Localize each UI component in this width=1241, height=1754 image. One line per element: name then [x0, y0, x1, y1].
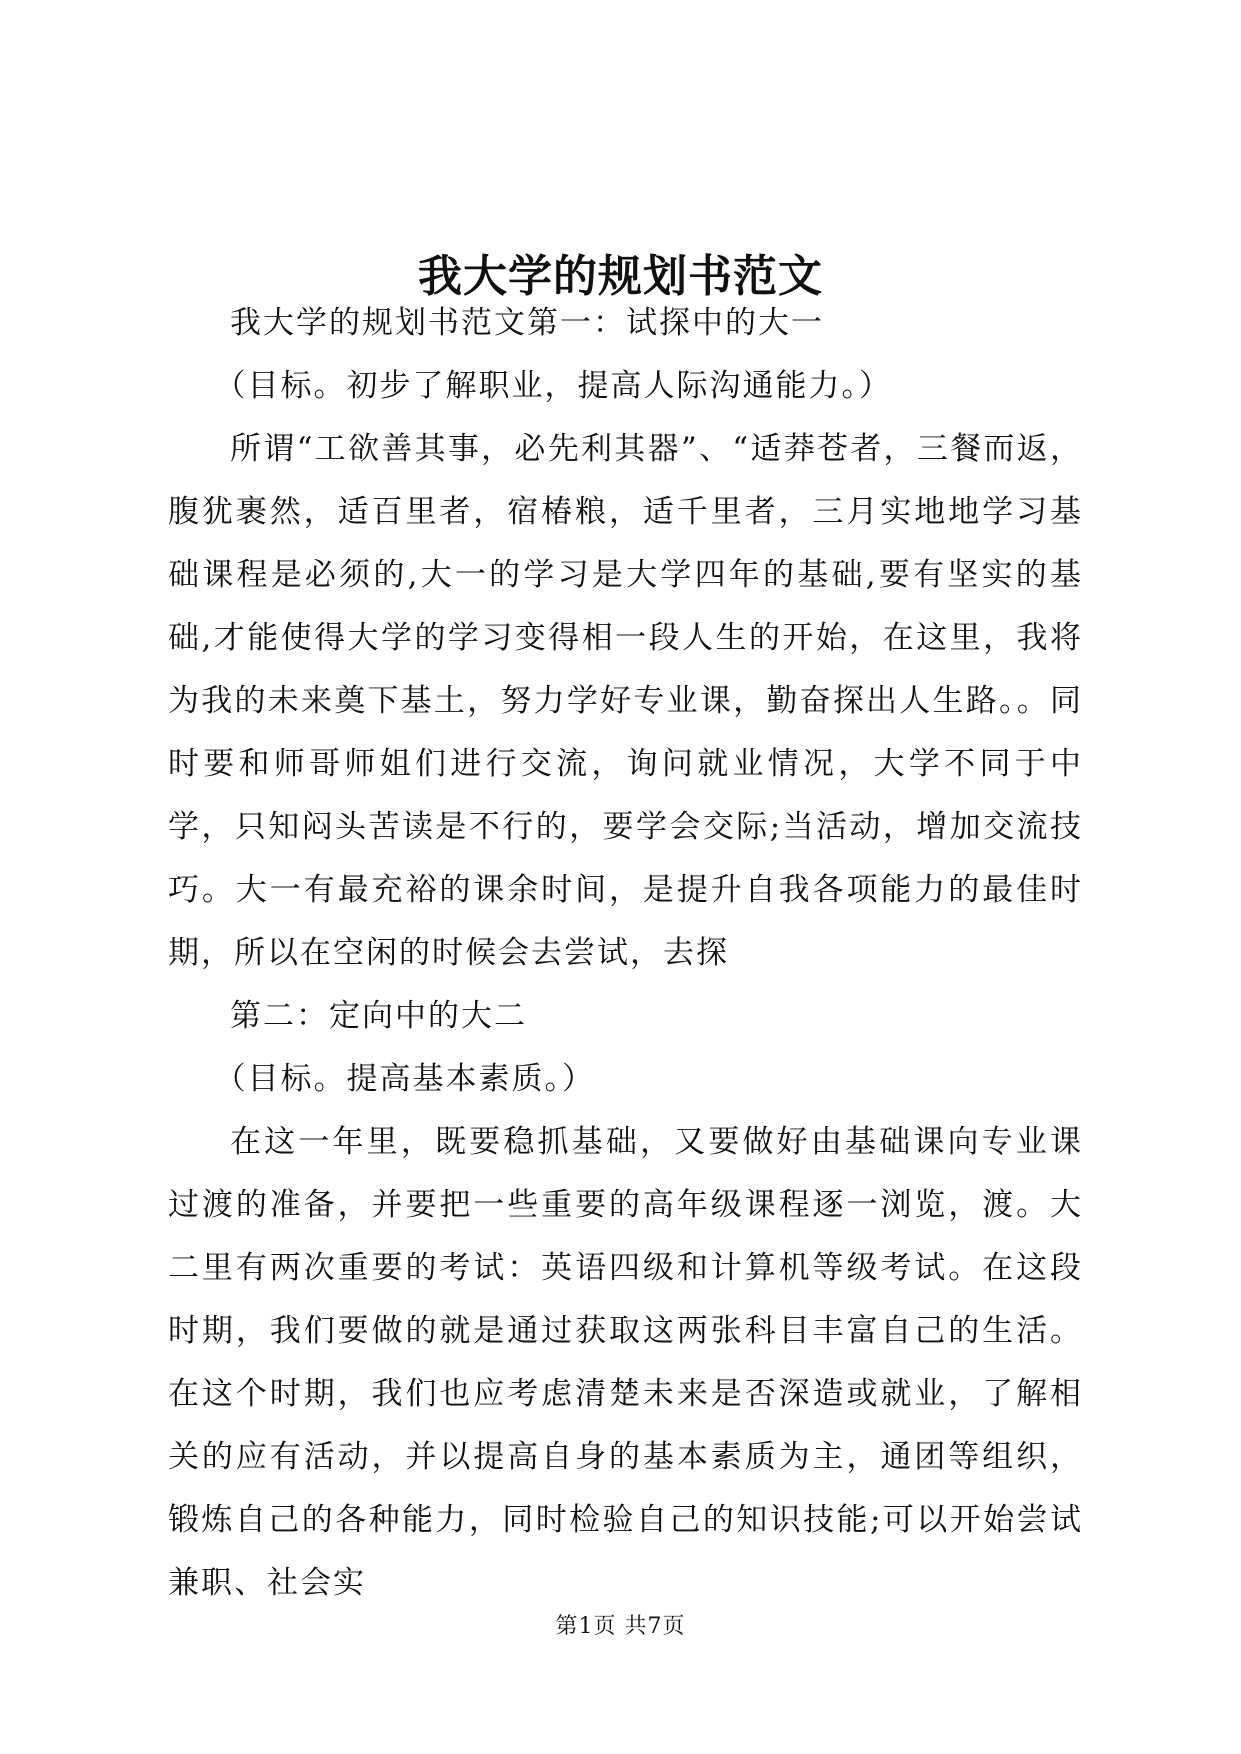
document-body [168, 292, 1083, 1615]
document-title: 我大学的规划书范文 [418, 251, 823, 303]
paragraph-heading-year-two: 第二：定向中的大二 [230, 998, 527, 1034]
paragraph-body-year-one: 所谓“工欲善其事，必先利其器”、“适莽苍者，三餐而返，腹犹裹然，适百里者，宿椿粮，适千里者，三月实地地学习基础课程是必须的,大一的学习是大学四年的基础,要有坚实的基础,才能使得大学的学习变得相一段人生的开始，在这里，我将为我的未来奠下基土，努力学好专业课，勤奋探出人生路。。同时要和师哥师姐们进行交流，询问就业情况，大学不同于中学，只知闷头苦读是不行的，要学会交际;当活动，增加交流技巧。大一有最充裕的课余时间，是提升自我各项能力的最佳时期，所以在空闲的时候会去尝试，去探 [168, 431, 1083, 971]
paragraph-body-year-two: 在这一年里，既要稳抓基础，又要做好由基础课向专业课过渡的准备，并要把一些重要的高年级课程逐一浏览，渡。大二里有两次重要的考试：英语四级和计算机等级考试。在这段时期，我们要做的就是通过获取这两张科目丰富自己的生活。在这个时期，我们也应考虑清楚未来是否深造或就业，了解相关的应有活动，并以提高自身的基本素质为主，通团等组织，锻炼自己的各种能力，同时检验自己的知识技能;可以开始尝试兼职、社会实 [168, 1124, 1083, 1601]
paragraph-goal-year-two: （目标。提高基本素质。） [214, 1061, 595, 1097]
paragraph-heading-year-one: 我大学的规划书范文第一：试探中的大一 [230, 305, 824, 341]
page-number-footer: 第1页 共7页 [555, 1614, 686, 1639]
paragraph-goal-year-one: （目标。初步了解职业，提高人际沟通能力。） [214, 368, 892, 404]
